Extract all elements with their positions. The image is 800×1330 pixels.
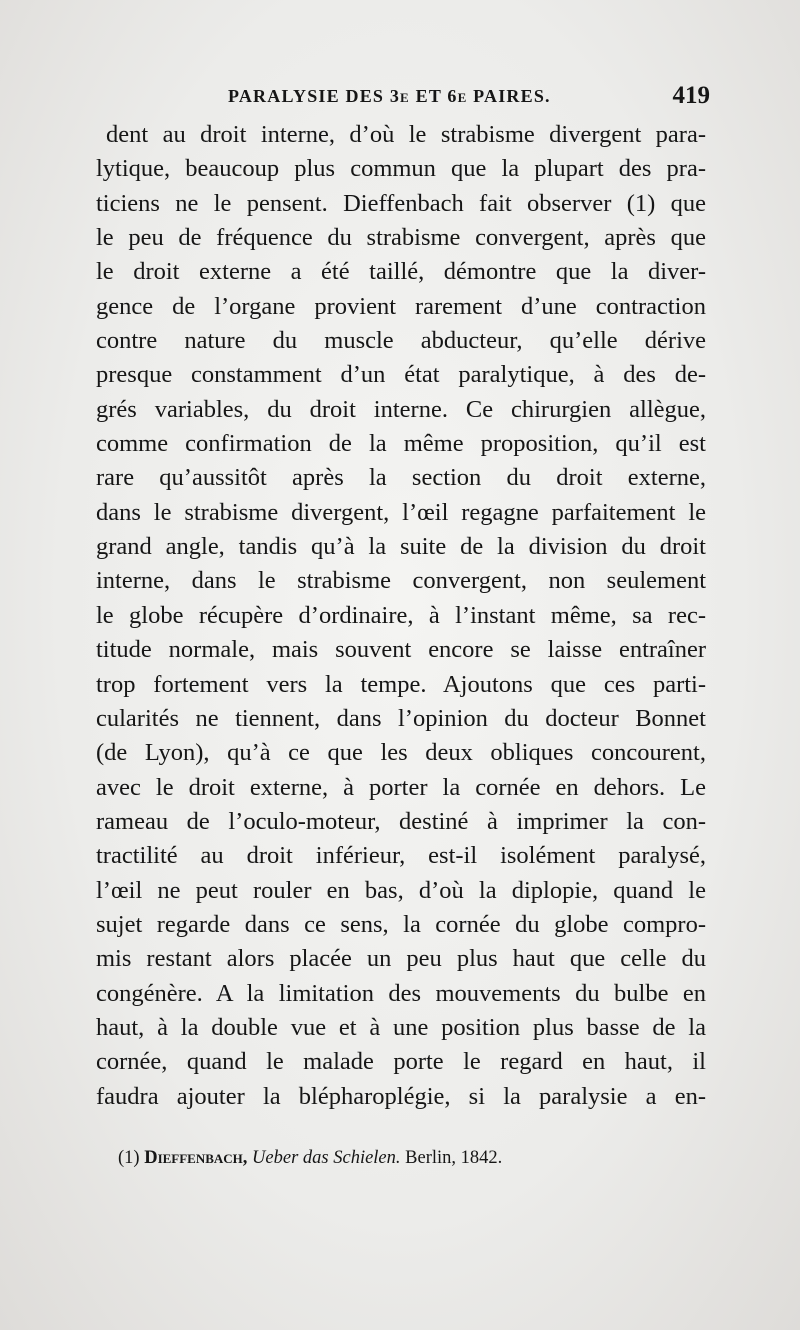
text-line: avec le droit externe, à porter la cornée en dehors. Le — [96, 773, 706, 801]
text-line: grés variables, du droit interne. Ce chirurgien allègue, — [96, 395, 706, 423]
text-line: le globe récupère d’ordinaire, à l’instant même, sa rec- — [96, 601, 706, 629]
text-line: dans le strabisme divergent, l’œil regagne parfaitement le — [96, 498, 706, 526]
text-line: trop fortement vers la tempe. Ajoutons que ces parti- — [96, 670, 706, 698]
footnote — [118, 1148, 502, 1169]
text-line: contre nature du muscle abducteur, qu’elle dérive — [96, 327, 706, 355]
running-title: PARALYSIE DES 3e ET 6e PAIRES. — [228, 86, 551, 106]
text-line: titude normale, mais souvent encore se laisse entraîner — [96, 636, 706, 664]
text-line: grand angle, tandis qu’à la suite de la division du droit — [96, 533, 706, 561]
footnote-marker: (1) — [118, 1148, 140, 1168]
text-line: haut, à la double vue et à une position plus basse de la — [96, 1013, 706, 1041]
text-line: (de Lyon), qu’à ce que les deux obliques concourent, — [96, 739, 706, 767]
body-text — [96, 118, 706, 1114]
text-line: congénère. A la limitation des mouvements du bulbe en — [96, 979, 706, 1007]
footnote-title: Ueber das Schielen. — [252, 1148, 401, 1168]
text-line: presque constamment d’un état paralytique, à des de- — [96, 361, 706, 389]
text-line: sujet regarde dans ce sens, la cornée du globe compro- — [96, 910, 706, 938]
text-line: rameau de l’oculo-moteur, destiné à imprimer la con- — [96, 807, 706, 835]
text-line: faudra ajouter la blépharoplégie, si la paralysie a en- — [96, 1082, 706, 1110]
text-line: cornée, quand le malade porte le regard en haut, il — [96, 1048, 706, 1076]
running-head — [96, 82, 712, 116]
text-line: tractilité au droit inférieur, est-il isolément paralysé, — [96, 842, 706, 870]
page-number: 419 — [672, 82, 710, 109]
text-line: mis restant alors placée un peu plus haut que celle du — [96, 945, 706, 973]
footnote-place-year: Berlin, 1842. — [405, 1148, 503, 1168]
text-line: interne, dans le strabisme convergent, non seulement — [96, 567, 706, 595]
text-line: lytique, beaucoup plus commun que la plupart des pra- — [96, 155, 706, 183]
text-line: gence de l’organe provient rarement d’une contraction — [96, 292, 706, 320]
text-line: rare qu’aussitôt après la section du droit externe, — [96, 464, 706, 492]
text-line: le peu de fréquence du strabisme convergent, après que — [96, 224, 706, 252]
text-line: le droit externe a été taillé, démontre que la diver- — [96, 258, 706, 286]
text-line: comme confirmation de la même proposition, qu’il est — [96, 430, 706, 458]
text-line: ticiens ne le pensent. Dieffenbach fait observer (1) que — [96, 189, 706, 217]
footnote-author: Dieffenbach, — [144, 1148, 248, 1168]
text-line: cularités ne tiennent, dans l’opinion du docteur Bonnet — [96, 704, 706, 732]
text-line: dent au droit interne, d’où le strabisme divergent para- — [106, 121, 706, 148]
text-line: l’œil ne peut rouler en bas, d’où la diplopie, quand le — [96, 876, 706, 904]
